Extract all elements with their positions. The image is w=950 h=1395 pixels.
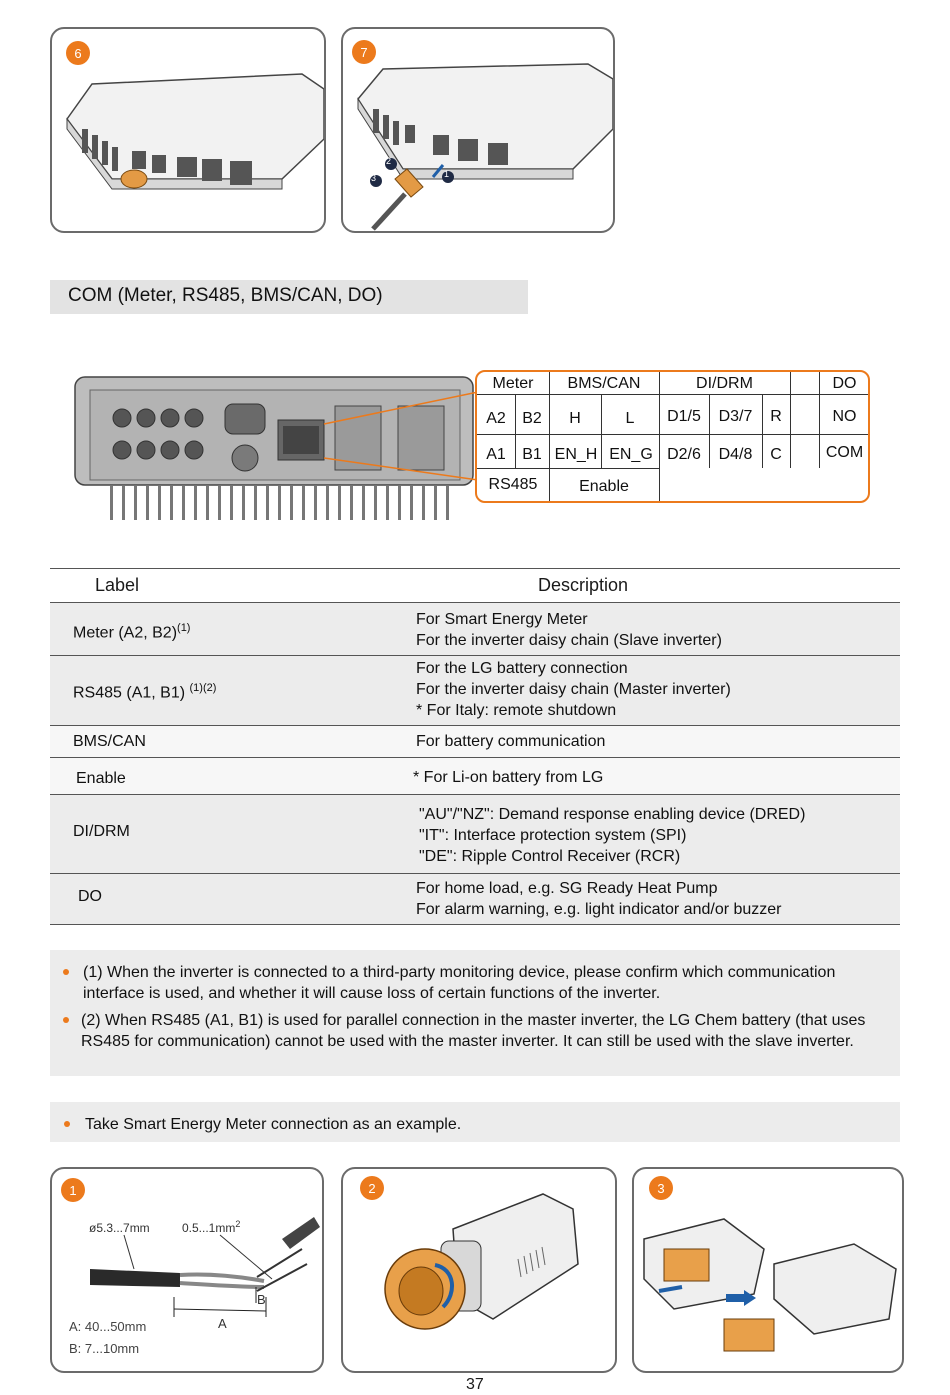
group-enable: Enable (579, 478, 629, 495)
step-number-badge: 3 (649, 1176, 673, 1200)
terminal-block-removal-illustration (634, 1169, 902, 1371)
pin-b2: B2 (522, 410, 542, 427)
note-1: (1) When the inverter is connected to a third-party monitoring device, please confirm which communication interface is used, and whether it will cause loss of certain functions of the inverter. (83, 964, 836, 1002)
pin-h: H (569, 410, 581, 427)
callout-3: 3 (371, 173, 377, 183)
pin-b1: B1 (522, 446, 542, 463)
group-rs485: RS485 (488, 476, 538, 493)
column-header-label: Label (95, 575, 140, 595)
com-pin-assignment-table (475, 370, 870, 503)
pin-d1-5: D1/5 (667, 408, 701, 425)
row-label: Enable (76, 770, 126, 787)
cable-diameter-label: ø5.3...7mm (89, 1221, 150, 1235)
page-number: 37 (466, 1376, 484, 1393)
row-description: For battery communication (416, 733, 606, 750)
pin-no: NO (832, 408, 857, 425)
spec-b-text: B: 7...10mm (69, 1341, 140, 1356)
row-label: DO (78, 888, 102, 905)
step-number-badge: 2 (360, 1176, 384, 1200)
row-description: For the LG battery connection For the inverter daisy chain (Master inverter) * For Italy: remote shutdown (416, 660, 731, 719)
step-3-panel (632, 1167, 904, 1373)
bullet-icon (63, 1017, 69, 1023)
bullet-icon (63, 969, 69, 975)
section-header (50, 280, 528, 314)
section-title: COM (Meter, RS485, BMS/CAN, DO) (68, 285, 383, 306)
step-1-panel (50, 1167, 324, 1373)
example-note: Take Smart Energy Meter connection as an example. (85, 1116, 462, 1133)
pin-en-g: EN_G (609, 446, 653, 463)
dimension-b-marker: B (257, 1292, 266, 1307)
spec-a-text: A: 40...50mm (69, 1319, 147, 1334)
pin-d3-7: D3/7 (718, 408, 753, 425)
note-2: (2) When RS485 (A1, B1) is used for parallel connection in the master inverter, the LG Chem battery (that uses RS485 for communication) cannot be used with the master inverter. It can still be used with the slave inverter. (81, 1012, 866, 1050)
column-header-description: Description (538, 575, 629, 595)
step-6-panel (50, 27, 326, 233)
header-do: DO (832, 375, 857, 392)
dimension-a-marker: A (218, 1316, 227, 1331)
pin-l: L (625, 410, 635, 427)
step-number-badge: 6 (66, 41, 90, 65)
step-number-badge: 7 (352, 40, 376, 64)
row-label: RS485 (A1, B1) $^{(1)(2)}$ (73, 682, 217, 702)
row-description: "AU"/"NZ": Demand response enabling device (DRED) "IT": Interface protection system (SPI) "DE": Ripple Control Receiver (RCR) (419, 806, 806, 865)
row-label: DI/DRM (73, 823, 130, 840)
step-number-badge: 1 (61, 1178, 85, 1202)
pin-d4-8: D4/8 (718, 446, 753, 463)
step-7-panel (341, 27, 615, 233)
row-label: BMS/CAN (73, 733, 146, 750)
example-note-box (50, 1102, 900, 1142)
bullet-icon (64, 1121, 70, 1127)
header-bms-can: BMS/CAN (567, 375, 641, 392)
table-top-rule (50, 568, 900, 569)
pin-a2: A2 (486, 410, 506, 427)
inverter-bottom-view-illustration (70, 372, 480, 524)
pin-c: C (770, 446, 782, 463)
pin-d2-6: D2/6 (667, 446, 701, 463)
callout-2: 2 (386, 156, 392, 166)
row-label: Meter (A2, B2)$^{(1)}$ (73, 622, 191, 642)
inverter-bottom-cover-removal-illustration (52, 29, 324, 231)
pin-a1: A1 (486, 446, 506, 463)
connector-insertion-illustration (343, 29, 613, 231)
callout-1: 1 (444, 169, 450, 179)
pin-en-h: EN_H (554, 446, 598, 463)
pin-r: R (770, 408, 782, 425)
notes-box (50, 950, 900, 1076)
row-description: * For Li-on battery from LG (413, 769, 604, 786)
header-di-drm: DI/DRM (696, 375, 753, 392)
connector-nut-tightening-illustration (343, 1169, 615, 1371)
row-description: For Smart Energy Meter For the inverter daisy chain (Slave inverter) (416, 611, 722, 649)
step-2-panel (341, 1167, 617, 1373)
row-description: For home load, e.g. SG Ready Heat Pump For alarm warning, e.g. light indicator and/or buzzer (416, 880, 782, 918)
pin-com: COM (825, 444, 864, 461)
header-meter: Meter (492, 375, 534, 392)
conductor-cross-section-label: $0.5...1mm^2$ (182, 1219, 241, 1235)
